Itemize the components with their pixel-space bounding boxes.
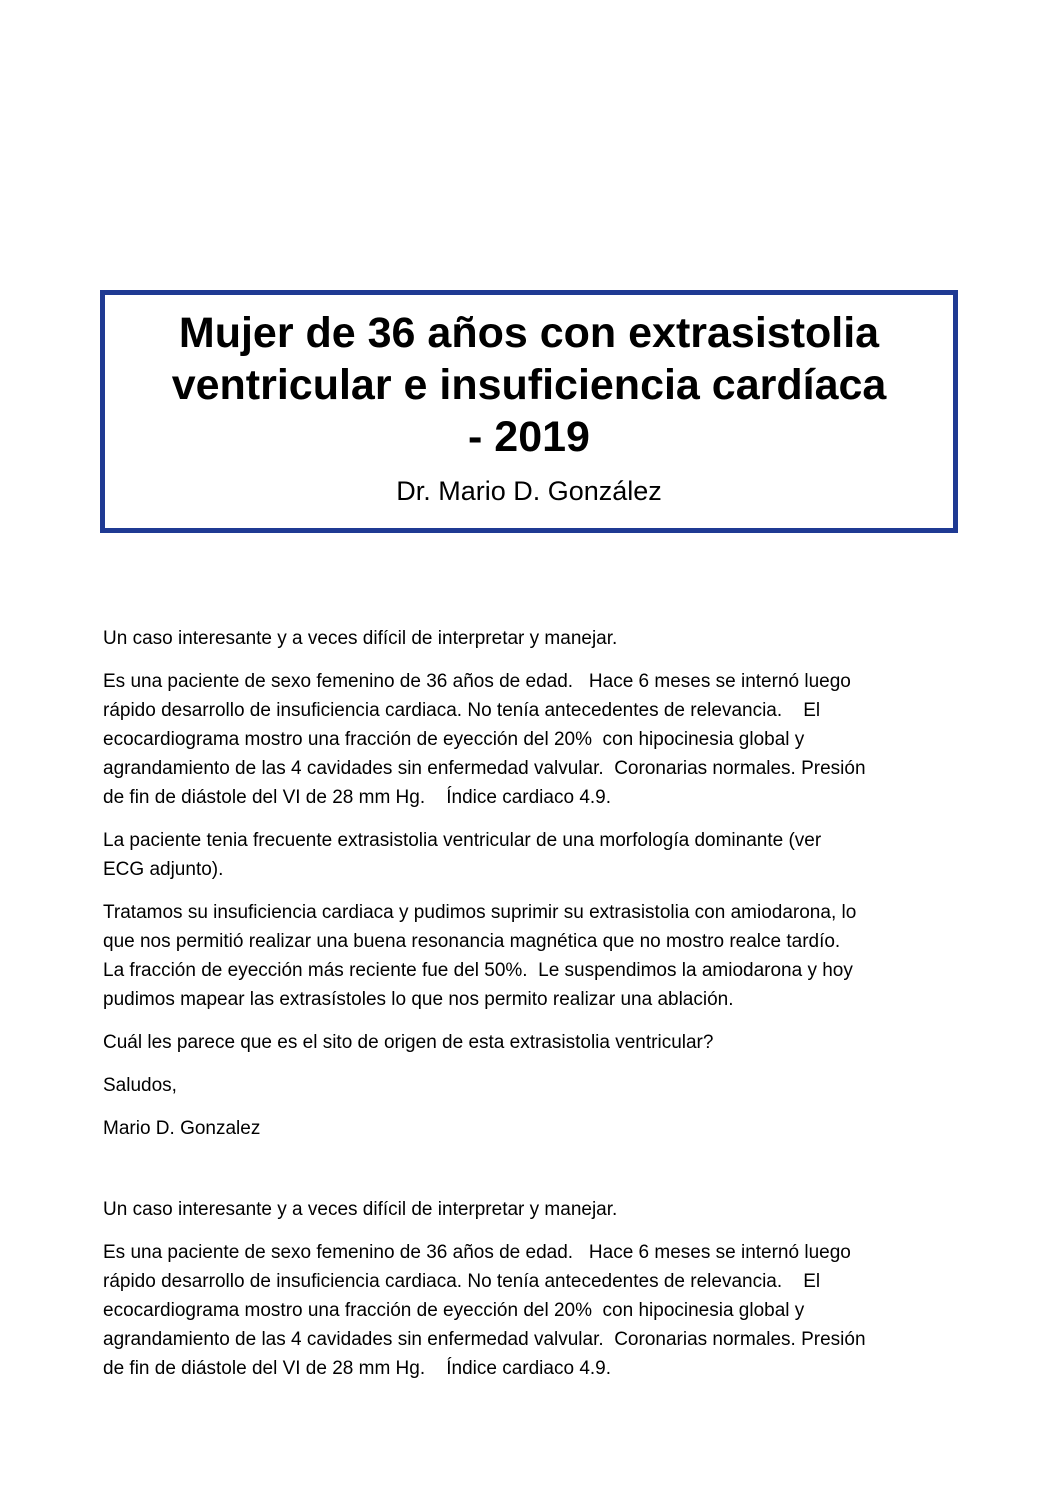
paragraph-patient-repeat: Es una paciente de sexo femenino de 36 años de edad. Hace 6 meses se internó luego rápido desarrollo de insuficiencia cardiaca. No tenía antecedentes de relevancia. El ecocardiograma mostro una fracción de eyección del 20% con hipocinesia global y agrandamiento de las 4 cavidades sin enfermedad valvular. Coronarias normales. Presión de fin de diástole del VI de 28 mm Hg. Índice cardiaco 4.9. bbox=[103, 1242, 866, 1379]
title-box bbox=[100, 290, 958, 533]
title-line: - 2019 bbox=[468, 413, 590, 461]
title-line: Mujer de 36 años con extrasistolia bbox=[178, 309, 880, 357]
paragraph-patient: Es una paciente de sexo femenino de 36 años de edad. Hace 6 meses se internó luego rápido desarrollo de insuficiencia cardiaca. No tenía antecedentes de relevancia. El ecocardiograma mostro una fracción de eyección del 20% con hipocinesia global y agrandamiento de las 4 cavidades sin enfermedad valvular. Coronarias normales. Presión de fin de diástole del VI de 28 mm Hg. Índice cardiaco 4.9. bbox=[103, 671, 866, 808]
paragraph-signature: Mario D. Gonzalez bbox=[103, 1118, 261, 1139]
paragraph-greeting: Saludos, bbox=[103, 1075, 177, 1096]
body-section-repeat bbox=[103, 1195, 963, 1383]
paragraph-ecg: La paciente tenia frecuente extrasistolia ventricular de una morfología dominante (ver ECG adjunto). bbox=[103, 830, 822, 880]
paragraph-intro-repeat: Un caso interesante y a veces difícil de interpretar y manejar. bbox=[103, 1199, 618, 1220]
paragraph-treatment: Tratamos su insuficiencia cardiaca y pudimos suprimir su extrasistolia con amiodarona, lo que nos permitió realizar una buena resonancia magnética que no mostro realce tardío. La fracción de eyección más reciente fue del 50%. Le suspendimos la amiodarona y hoy pudimos mapear las extrasístoles lo que nos permito realizar una ablación. bbox=[103, 902, 857, 1010]
title-line: ventricular e insuficiencia cardíaca bbox=[171, 361, 887, 409]
paragraph-question: Cuál les parece que es el sito de origen de esta extrasistolia ventricular? bbox=[103, 1032, 714, 1053]
document-title bbox=[105, 295, 953, 463]
body-section bbox=[103, 624, 963, 1143]
paragraph-intro: Un caso interesante y a veces difícil de interpretar y manejar. bbox=[103, 628, 618, 649]
author-name: Dr. Mario D. González bbox=[396, 476, 662, 506]
